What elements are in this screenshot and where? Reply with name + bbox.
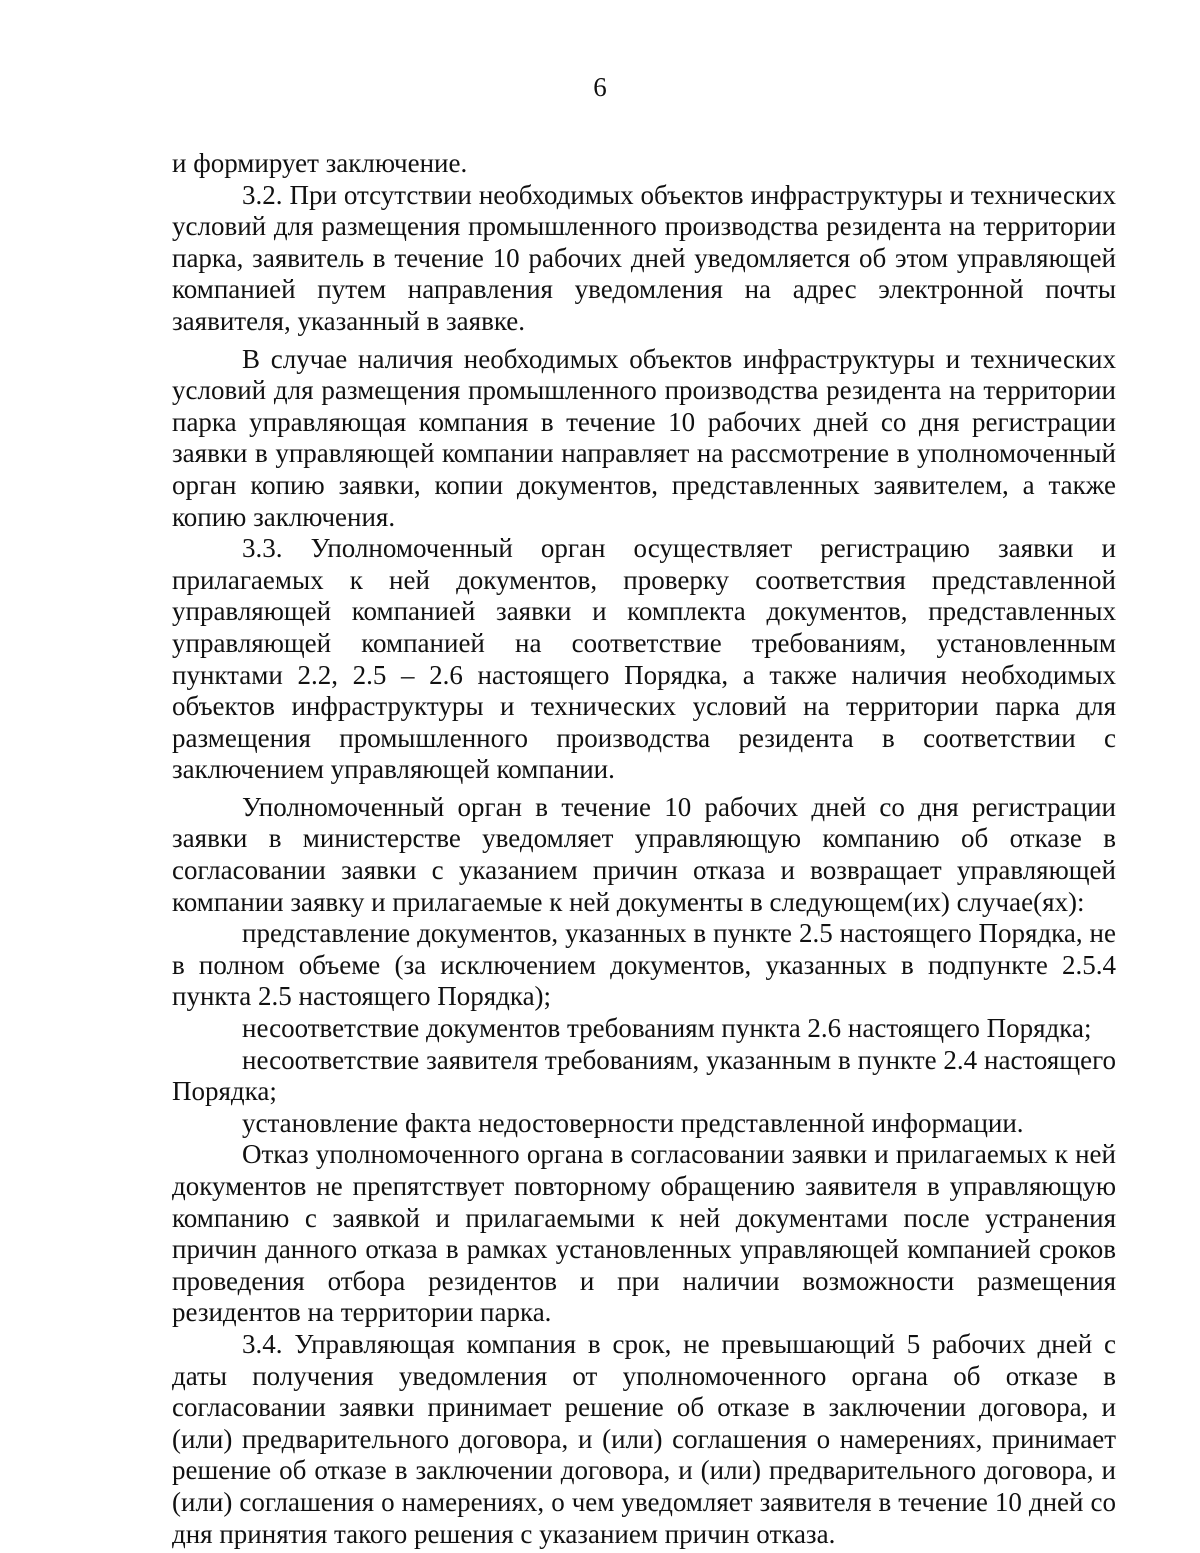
- list-item-document-mismatch: несоответствие документов требованиям пункта 2.6 настоящего Порядка;: [242, 1013, 1092, 1044]
- document-body: [172, 148, 1116, 1550]
- paragraph-3-2: 3.2. При отсутствии необходимых объектов инфраструктуры и технических условий для размещения промышленного производства резидента на территории парка, заявитель в течение 10 рабочих дней уведомляется об этом управляющей компанией путем направления уведомления на адрес электронной почты заявителя, указанный в заявке.: [172, 179, 1116, 336]
- list-item-incomplete-documents: представление документов, указанных в пункте 2.5 настоящего Порядка, не в полном объеме (за исключением документов, указанных в подпункте 2.5.4 пункта 2.5 настоящего Порядка);: [172, 918, 1116, 1012]
- paragraph-infrastructure-available: В случае наличия необходимых объектов инфраструктуры и технических условий для размещения промышленного производства резидента на территории парка управляющая компания в течение 10 рабочих дней со дня регистрации заявки в управляющей компании направляет на рассмотрение в уполномоченный орган копию заявки, копии документов, представленных заявителем, а также копию заключения.: [172, 343, 1116, 532]
- paragraph-repeat-application: Отказ уполномоченного органа в согласовании заявки и прилагаемых к ней документов не препятствует повторному обращению заявителя в управляющую компанию с заявкой и прилагаемыми к ней документами после устранения причин данного отказа в рамках установленных управляющей компанией сроков проведения отбора резидентов и при наличии возможности размещения резидентов на территории парка.: [172, 1139, 1116, 1328]
- paragraph-3-3: 3.3. Уполномоченный орган осуществляет регистрацию заявки и прилагаемых к ней документов, проверку соответствия представленной управляющей компанией заявки и комплекта документов, представленных управляющей компанией на соответствие требованиям, установленным пунктами 2.2, 2.5 – 2.6 настоящего Порядка, а также наличия необходимых объектов инфраструктуры и технических условий на территории парка для размещения промышленного производства резидента в соответствии с заключением управляющей компании.: [172, 533, 1116, 785]
- paragraph-3-4: 3.4. Управляющая компания в срок, не превышающий 5 рабочих дней с даты получения уведомления от уполномоченного органа об отказе в согласовании заявки принимает решение об отказе в заключении договора, и (или) предварительного договора, и (или) соглашения о намерениях, принимает решение об отказе в заключении договора, и (или) предварительного договора, и (или) соглашения о намерениях, о чем уведомляет заявителя в течение 10 дней со дня принятия такого решения с указанием причин отказа.: [172, 1328, 1116, 1549]
- paragraph-continuation: и формирует заключение.: [172, 148, 468, 178]
- paragraph-refusal-notice: Уполномоченный орган в течение 10 рабочих дней со дня регистрации заявки в министерстве уведомляет управляющую компанию об отказе в согласовании заявки с указанием причин отказа и возвращает управляющей компании заявку и прилагаемые к ней документы в следующем(их) случае(ях):: [172, 791, 1116, 917]
- page-number: 6: [593, 72, 607, 102]
- list-item-false-information: установление факта недостоверности представленной информации.: [242, 1107, 1024, 1138]
- list-item-applicant-mismatch: несоответствие заявителя требованиям, указанным в пункте 2.4 настоящего Порядка;: [172, 1044, 1116, 1107]
